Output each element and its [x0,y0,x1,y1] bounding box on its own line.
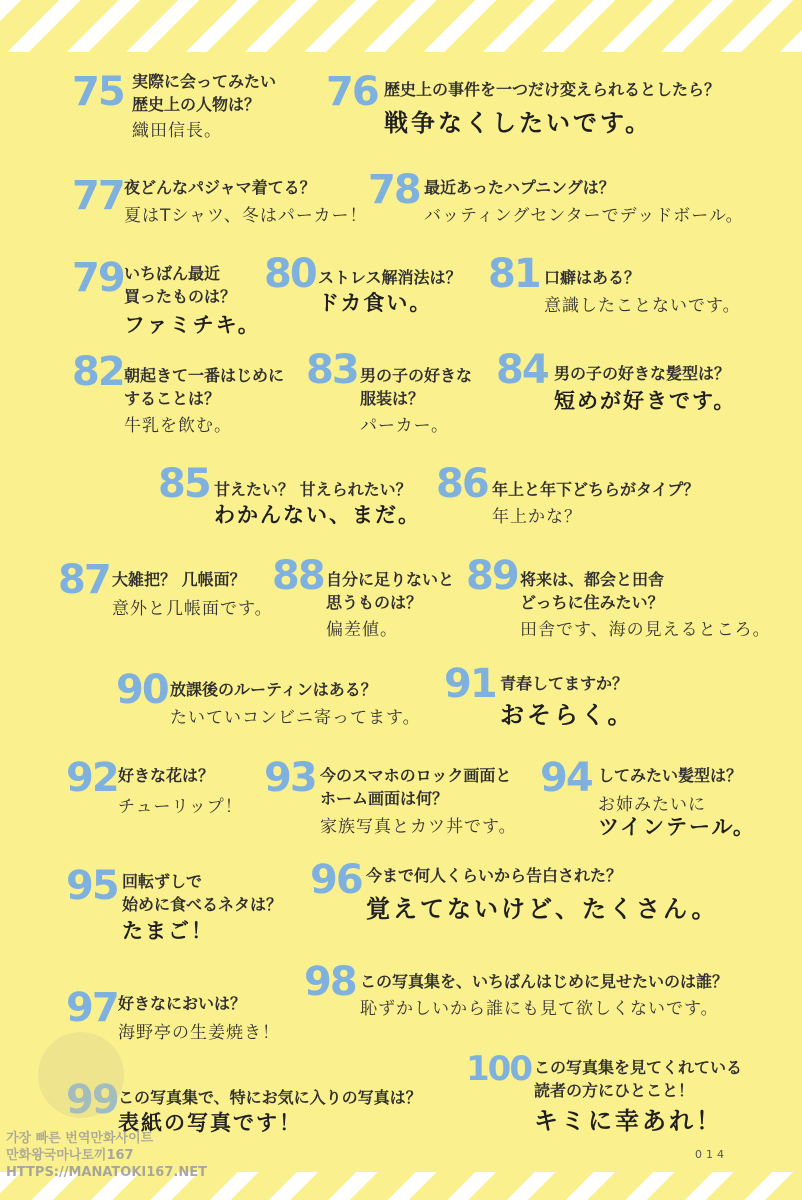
number-84: 84 [496,347,548,393]
question-92: 好きな花は？ [118,766,215,785]
question-91: 青春してますか？ [500,674,629,693]
question-87: 大雑把？ 几帳面？ [112,570,246,589]
answer-95: たまご！ [122,919,214,943]
question-77: 夜どんなパジャマ着てる？ [124,178,316,197]
question-99: この写真集で、特にお気に入りの写真は？ [118,1088,422,1107]
number-79: 79 [72,255,124,301]
answer-76: 戦争なくしたいです。 [384,109,653,137]
number-75: 75 [72,69,124,115]
question-82-line1: 朝起きて一番はじめに [124,366,285,385]
answer-88: 偏差値。 [326,620,398,640]
answer-90: たいていコンビニ寄ってます。 [170,708,421,728]
number-82: 82 [72,349,124,395]
number-88: 88 [272,553,324,599]
watermark-line2: 만화왕국마나토끼167 [6,1148,134,1163]
answer-98: 恥ずかしいから誰にも見て欲しくないです。 [360,999,719,1019]
question-79-line2: 買ったものは？ [124,287,237,306]
answer-87: 意外と几帳面です。 [112,599,273,619]
question-89-line1: 将来は、都会と田舎 [520,570,665,589]
question-94: してみたい髪型は？ [598,766,743,785]
number-78: 78 [368,167,420,213]
watermark-line3: HTTPS://MANATOKI167.NET [6,1165,207,1180]
number-77: 77 [72,173,124,219]
number-87: 87 [58,557,110,603]
answer-96: 覚えてないけど、たくさん。 [366,895,719,923]
number-76: 76 [326,69,378,115]
question-75-line2: 歴史上の人物は？ [132,95,261,114]
question-78: 最近あったハプニングは？ [424,178,615,197]
question-89-line2: どっちに住みたい？ [520,593,664,612]
number-97: 97 [66,985,118,1031]
question-88-line1: 自分に足りないと [326,570,455,589]
number-98: 98 [304,959,356,1005]
question-95-line1: 回転ずしで [122,872,203,891]
question-93-line1: 今のスマホのロック画面と [320,766,512,785]
answer-86: 年上かな？ [492,507,582,527]
number-95: 95 [66,863,118,909]
question-76: 歴史上の事件を一つだけ変えられるとしたら？ [384,80,721,99]
answer-93: 家族写真とカツ丼です。 [320,817,517,837]
question-97: 好きなにおいは？ [118,994,247,1013]
answer-77: 夏はTシャツ、冬はパーカー！ [124,206,368,226]
question-96: 今まで何人くらいから告白された？ [366,866,623,885]
number-99: 99 [66,1077,118,1123]
answer-91: おそらく。 [500,701,635,729]
number-93: 93 [264,755,316,801]
number-92: 92 [66,755,118,801]
question-98: この写真集を、いちばんはじめに見せたいのは誰？ [360,972,729,991]
number-89: 89 [466,553,518,599]
page-number: 014 [695,1148,728,1161]
number-80: 80 [264,251,316,297]
question-100-line1: この写真集を見てくれている [534,1058,743,1077]
number-81: 81 [488,251,540,297]
answer-92: チューリップ！ [118,797,243,817]
number-91: 91 [444,661,496,707]
number-96: 96 [310,857,362,903]
watermark-line1: 가장 빠른 번역만화사이트 [6,1131,154,1146]
question-88-line2: 思うものは？ [326,593,423,612]
answer-94-line2: ツインテール。 [598,815,756,839]
question-80: ストレス解消法は？ [318,268,462,287]
question-84: 男の子の好きな髪型は？ [554,364,731,383]
answer-94-line1: お姉みたいに [598,795,706,815]
answer-97: 海野亭の生姜焼き！ [118,1023,280,1043]
question-83-line1: 男の子の好きな [360,366,473,385]
question-86: 年上と年下どちらがタイプ？ [492,480,700,499]
question-82-line2: することは？ [124,389,221,408]
answer-99: 表紙の写真です！ [118,1111,302,1135]
answer-100: キミに幸あれ！ [534,1107,723,1135]
question-75-line1: 実際に会ってみたい [132,72,277,91]
number-83: 83 [306,347,358,393]
number-90: 90 [116,667,168,713]
question-95-line2: 始めに食べるネタは？ [122,895,283,914]
top-stripe-border [0,0,802,52]
watermark [6,1130,207,1181]
question-100-line2: 読者の方にひとこと！ [534,1081,695,1100]
number-86: 86 [436,461,488,507]
question-79-line1: いちばん最近 [124,264,221,283]
answer-84: 短めが好きです。 [554,389,737,413]
watermark-logo-icon [38,1032,124,1123]
number-100: 100 [466,1049,531,1089]
number-94: 94 [540,755,592,801]
number-85: 85 [158,461,210,507]
question-81: 口癖はある？ [544,268,641,287]
question-90: 放課後のルーティンはある？ [170,680,377,699]
question-83-line2: 服装は？ [360,389,425,408]
question-93-line2: ホーム画面は何？ [320,789,449,808]
answer-80: ドカ食い。 [318,291,433,315]
answer-75: 織田信長。 [132,121,222,141]
answer-83: パーカー。 [360,416,449,436]
answer-81: 意識したことないです。 [544,296,741,316]
answer-78: バッティングセンターでデッドボール。 [424,206,744,226]
answer-85: わかんない、まだ。 [214,503,421,527]
answer-89: 田舎です、海の見えるところ。 [520,620,771,640]
answer-82: 牛乳を飲む。 [124,416,232,436]
answer-79: ファミチキ。 [124,313,261,337]
question-85: 甘えたい？ 甘えられたい？ [214,480,412,499]
